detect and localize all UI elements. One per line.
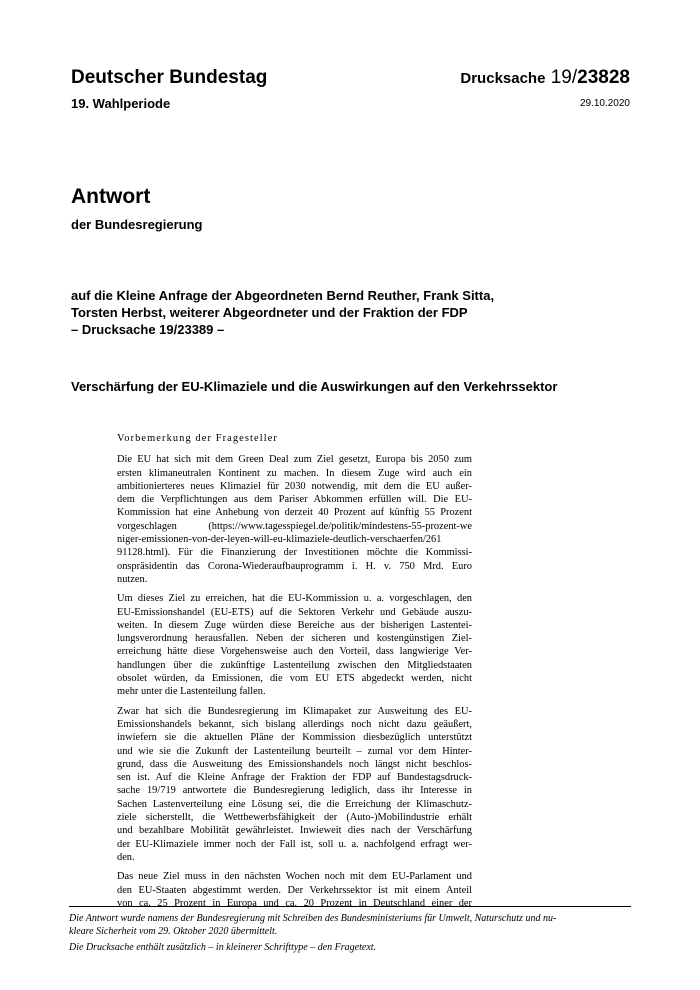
text-line: erreichung hätte diese Vorgehensweise auch den Vorteil, dass langwierige Ver- bbox=[117, 646, 472, 658]
footnote bbox=[69, 912, 631, 954]
anfrage-line: – Drucksache 19/23389 – bbox=[71, 322, 225, 337]
document-type-title: Antwort bbox=[71, 185, 151, 208]
text-line: lungsverordnung herausfallen. Neben der sicheren und kostengünstigen Ziel- bbox=[117, 633, 472, 645]
text-line: onspräsidentin das Corona-Wiederaufbauprogramm i. H. v. 750 Mrd. Euro bbox=[117, 560, 472, 572]
document-type-subtitle: der Bundesregierung bbox=[71, 217, 203, 232]
anfrage-reference bbox=[71, 287, 641, 338]
text-line: von ca. 25 Prozent in Europa und ca. 20 Prozent in Deutschland einer der bbox=[117, 897, 472, 909]
text-line: Kommission hat eine Anhebung von derzeit 40 Prozent auf künftig 55 Prozent bbox=[117, 507, 472, 519]
document-date: 29.10.2020 bbox=[579, 98, 630, 109]
text-line: der EU-Klimaziele immer noch der Fall ist, soll u. a. nachfolgend erfragt wer- bbox=[117, 838, 472, 850]
text-line: Emissionshandels bekannt, sich bislang allerdings noch nicht dazu geäußert, bbox=[117, 718, 472, 730]
text-line: handlungen über die zukünftige Lastenteilung zwischen den Mitgliedstaaten bbox=[117, 659, 472, 671]
text-line: Die EU hat sich mit dem Green Deal zum Ziel gesetzt, Europa bis 2050 zum bbox=[117, 454, 472, 466]
text-line: grund, dass die Ausweitung des Emissionshandels noch längst nicht beschlos- bbox=[117, 758, 472, 770]
text-line: obsolet würden, da Emissionen, die vom EU ETS abgedeckt werden, nicht bbox=[117, 673, 472, 685]
footnote-line: Die Drucksache enthält zusätzlich – in kleinerer Schrifttype – den Fragetext. bbox=[69, 942, 377, 953]
text-line: nutzen. bbox=[117, 573, 148, 585]
text-line: den. bbox=[117, 851, 135, 863]
text-line: vorgeschlagen (https://www.tagesspiegel.de/politik/mindestens-55-prozent-we bbox=[117, 520, 472, 532]
vorbemerkung-section bbox=[117, 432, 472, 916]
text-line: Sachen Lastenverteilung eine Lösung sei, die die Erreichung der Klimaschutz- bbox=[117, 798, 472, 810]
footnote-line: Die Antwort wurde namens der Bundesregierung mit Schreiben des Bundesministeriums für Umwelt, Naturschutz und nu- bbox=[69, 913, 557, 924]
drucksache-label: Drucksache bbox=[460, 70, 546, 87]
drucksache-number bbox=[460, 66, 630, 91]
anfrage-line: auf die Kleine Anfrage der Abgeordneten Bernd Reuther, Frank Sitta, bbox=[71, 288, 495, 303]
text-line: Zwar hat sich die Bundesregierung im Klimapaket zur Ausweitung des EU- bbox=[117, 705, 472, 717]
header-left bbox=[71, 66, 267, 113]
drucksache-number-main: 23828 bbox=[577, 67, 630, 88]
text-line: und bezahlbare Mobilität gewährleistet. Inwieweit dies nach der Verschärfung bbox=[117, 825, 472, 837]
paragraph bbox=[117, 870, 472, 910]
header-right bbox=[460, 66, 630, 111]
paragraph bbox=[117, 705, 472, 865]
text-line: dem die Verpflichtungen aus dem Pariser Abkommen erfüllen will. Die EU- bbox=[117, 494, 472, 506]
legislative-period: 19. Wahlperiode bbox=[71, 96, 171, 111]
text-line: ambitionierteres neues Klimaziel für 2030 notwendig, mit dem die EU außer- bbox=[117, 480, 472, 492]
text-line: inwiefern sie die aktuellen Pläne der Kommission diesbezüglich unterstützt bbox=[117, 732, 472, 744]
drucksache-number-prefix: 19/ bbox=[550, 67, 578, 88]
text-line: Um dieses Ziel zu erreichen, hat die EU-Kommission u. a. vorgeschlagen, den bbox=[117, 593, 472, 605]
paragraph bbox=[117, 592, 472, 698]
text-line: niger-emissionen-von-der-leyen-will-eu-klimaziele-deutlich-verschaerfen/261 bbox=[117, 534, 442, 546]
text-line: den EU-Staaten abgestimmt werden. Der Verkehrssektor ist mit einem Anteil bbox=[117, 884, 472, 896]
institution-name: Deutscher Bundestag bbox=[71, 67, 268, 88]
footnote-line: kleare Sicherheit vom 29. Oktober 2020 übermittelt. bbox=[69, 926, 278, 937]
text-line: ziele sicherstellt, die Wettbewerbsfähigkeit der (Auto-)Mobilindustrie erhält bbox=[117, 812, 472, 824]
text-line: ersten klimaneutralen Kontinent zu machen. In diesem Zuge wird auch ein bbox=[117, 467, 472, 479]
text-line: 91128.html). Für die Finanzierung der Investitionen möchte die Kommissi- bbox=[117, 547, 472, 559]
text-line: sache 19/719 antwortete die Bundesregierung lediglich, dass ihr Interesse in bbox=[117, 785, 472, 797]
document-topic: Verschärfung der EU-Klimaziele und die Auswirkungen auf den Verkehrssektor bbox=[71, 379, 558, 394]
text-line: mehr unter die Lastenteilung fallen. bbox=[117, 686, 266, 698]
footnote-divider bbox=[69, 906, 631, 907]
paragraph bbox=[117, 453, 472, 586]
text-line: EU-Emissionshandel (EU-ETS) auf die Sektoren Verkehr und Gebäude auszu- bbox=[117, 606, 472, 618]
text-line: weiten. In diesem Zuge würden diese Bereiche aus der bisherigen Lastentei- bbox=[117, 619, 472, 631]
text-line: Das neue Ziel muss in den nächsten Wochen noch mit dem EU-Parlament und bbox=[117, 871, 472, 883]
text-line: sen ist. Auf die Kleine Anfrage der Fraktion der FDP auf Bundestagsdruck- bbox=[117, 772, 472, 784]
text-line: und wie sie die Zukunft der Lastenteilung beurteilt – zumal vor dem Hinter- bbox=[117, 745, 472, 757]
vorbemerkung-title: Vorbemerkung der Fragesteller bbox=[117, 433, 278, 444]
anfrage-line: Torsten Herbst, weiterer Abgeordneter und der Fraktion der FDP bbox=[71, 305, 468, 320]
